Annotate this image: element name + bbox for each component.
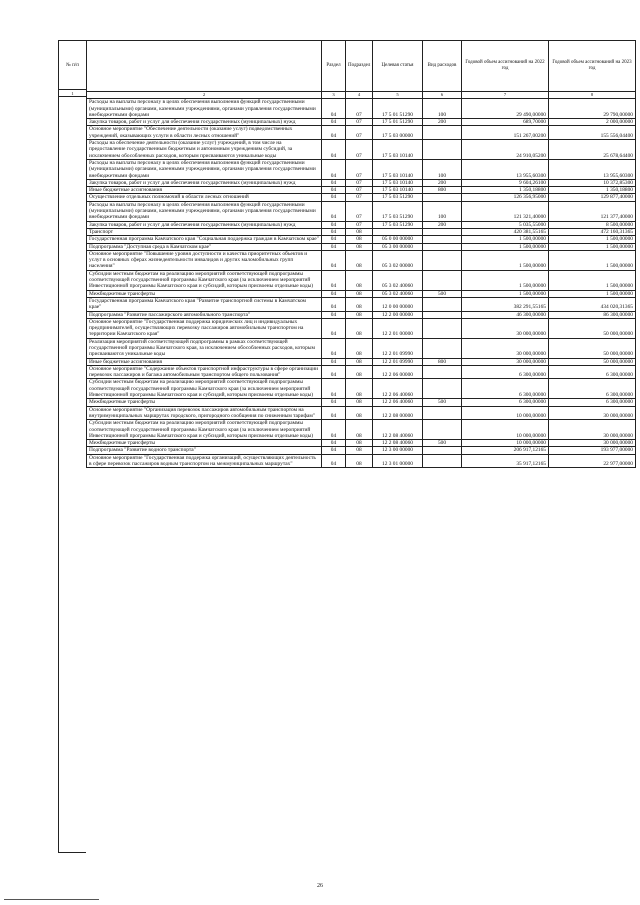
row-name: Межбюджетные трансферты (87, 290, 322, 297)
row-volume-2022: 126 356,95000 (462, 194, 549, 201)
table-row (87, 126, 636, 140)
table-row (87, 236, 636, 243)
row-volume-2023: 472 160,31365 (549, 228, 636, 235)
row-volume-2022: 13 955,60300 (462, 159, 549, 179)
row-section: 04 (322, 126, 346, 140)
row-subsection: 08 (346, 250, 373, 270)
row-volume-2023: 193 977,00000 (549, 447, 636, 454)
row-expense-type (423, 250, 462, 270)
row-expense-type (423, 236, 462, 243)
row-volume-2023: 50 000,00000 (549, 318, 636, 338)
row-target-article: 17 5 01 51290 (373, 99, 423, 119)
row-volume-2022: 46 300,00000 (462, 311, 549, 318)
row-volume-2023: 50 000,00000 (549, 358, 636, 365)
table-row (87, 250, 636, 270)
row-section: 04 (322, 99, 346, 119)
header-volume-2023: Годовой объем ассигнований на 2023 год (549, 41, 636, 92)
row-volume-2022: 151 267,00200 (462, 126, 549, 140)
row-volume-2022: 6 300,00000 (462, 399, 549, 406)
column-number-6: 6 (423, 92, 462, 99)
row-section: 04 (322, 159, 346, 179)
row-expense-type (423, 228, 462, 235)
table-row (87, 221, 636, 228)
table-row (87, 99, 636, 119)
row-volume-2022: 30 000,00000 (462, 358, 549, 365)
row-volume-2022: 206 917,12165 (462, 447, 549, 454)
row-target-article: 05 3 02 40060 (373, 290, 423, 297)
row-subsection: 08 (346, 338, 373, 358)
row-expense-type: 500 (423, 399, 462, 406)
row-subsection: 08 (346, 290, 373, 297)
row-volume-2022: 9 604,26100 (462, 179, 549, 186)
row-expense-type (423, 365, 462, 379)
row-name: Реализация мероприятий соответствующей подпрограммы в рамках соответствующей государственной программы Камчатского края, за исключением обособленных расходов, которым присваиваются уникальные коды (87, 338, 322, 358)
row-section: 04 (322, 194, 346, 201)
row-expense-type: 200 (423, 179, 462, 186)
row-section: 04 (322, 358, 346, 365)
row-volume-2022: 30 000,00000 (462, 338, 549, 358)
row-volume-2023: 30 000,00000 (549, 420, 636, 440)
row-expense-type: 100 (423, 201, 462, 221)
row-volume-2022: 24 910,05200 (462, 140, 549, 160)
row-volume-2023: 25 678,64400 (549, 140, 636, 160)
row-name: Основное мероприятие "Содержание объектов транспортной инфраструктуры в сфере организации перевозок пассажиров и багажа автомобильным транспортом общего пользования" (87, 365, 322, 379)
table-row (87, 318, 636, 338)
row-subsection: 07 (346, 140, 373, 160)
table-row (87, 311, 636, 318)
row-subsection: 08 (346, 358, 373, 365)
row-volume-2022: 29 490,00000 (462, 99, 549, 119)
column-numbers-row (87, 92, 636, 99)
table-row (87, 119, 636, 126)
row-volume-2023: 1 350,18800 (549, 187, 636, 194)
row-volume-2022: 10 000,00000 (462, 406, 549, 420)
table-header-row (87, 41, 636, 92)
row-section: 04 (322, 119, 346, 126)
row-target-article: 05 3 02 40060 (373, 270, 423, 290)
row-section: 04 (322, 311, 346, 318)
table-row (87, 338, 636, 358)
row-target-article: 17 5 01 51290 (373, 119, 423, 126)
row-target-article: 12 2 01 09990 (373, 358, 423, 365)
row-volume-2022: 6 300,00000 (462, 379, 549, 399)
row-expense-type (423, 126, 462, 140)
row-volume-2023: 29 790,00000 (549, 99, 636, 119)
row-name: Основное мероприятие "Организация перевозок пассажиров автомобильным транспортом на внутримуниципальных маршрутах городского, пригородного сообщения по сниженным тарифам" (87, 406, 322, 420)
row-expense-type: 800 (423, 187, 462, 194)
row-target-article: 12 2 06 00000 (373, 365, 423, 379)
row-name: Межбюджетные трансферты (87, 399, 322, 406)
row-subsection: 07 (346, 201, 373, 221)
row-name: Расходы на выплаты персоналу в целях обеспечения выполнения функций государственными (муниципальными) органами, казенными учреждениями, органами управления государственными внебюджетными фондами (87, 159, 322, 179)
row-expense-type: 500 (423, 440, 462, 447)
row-volume-2022: 1 500,00000 (462, 270, 549, 290)
row-volume-2023: 13 955,60300 (549, 159, 636, 179)
column-number-1: 1 (58, 90, 86, 97)
row-name: Осуществление отдельных полномочий в области лесных отношений (87, 194, 322, 201)
table-row (87, 159, 636, 179)
row-expense-type: 200 (423, 221, 462, 228)
row-volume-2022: 1 500,00000 (462, 236, 549, 243)
row-name: Иные бюджетные ассигнования (87, 187, 322, 194)
header-section: Раздел (322, 41, 346, 92)
row-expense-type: 500 (423, 290, 462, 297)
row-subsection: 08 (346, 228, 373, 235)
page-number: 26 (317, 883, 323, 889)
row-name: Подпрограмма "Доступная среда в Камчатском крае" (87, 243, 322, 250)
row-target-article: 12 3 00 00000 (373, 447, 423, 454)
row-name: Субсидии местным бюджетам на реализацию мероприятий соответствующей подпрограммы соответствующей государственной программы Камчатского края (за исключением мероприятий Инвестиционной программы Камчатского края и субсидий, которым присвоены отдельные коды) (87, 420, 322, 440)
row-name: Субсидии местным бюджетам на реализацию мероприятий соответствующей подпрограммы соответствующей государственной программы Камчатского края (за исключением мероприятий Инвестиционной программы Камчатского края и субсидий, которым присвоены отдельные коды) (87, 379, 322, 399)
row-subsection: 07 (346, 119, 373, 126)
row-subsection: 08 (346, 420, 373, 440)
column-number-8: 8 (549, 92, 636, 99)
row-subsection: 07 (346, 187, 373, 194)
row-expense-type (423, 379, 462, 399)
table-row (87, 179, 636, 186)
table-row (87, 290, 636, 297)
row-name: Закупка товаров, работ и услуг для обеспечения государственных (муниципальных) нужд (87, 221, 322, 228)
row-subsection: 07 (346, 194, 373, 201)
row-volume-2022: 35 917,12165 (462, 454, 549, 468)
row-name: Основное мероприятие "Обеспечение деятельности (оказание услуг) подведомственных учреждений, оказывающих услуги в области лесных отношений" (87, 126, 322, 140)
table-row (87, 440, 636, 447)
header-subsection: Подраздел (346, 41, 373, 92)
row-target-article: 05 3 00 00000 (373, 243, 423, 250)
row-target-article: 12 2 06 40060 (373, 379, 423, 399)
table-row (87, 420, 636, 440)
row-target-article: 17 5 03 10140 (373, 179, 423, 186)
row-volume-2022: 10 000,00000 (462, 440, 549, 447)
row-subsection: 08 (346, 454, 373, 468)
row-target-article: 12 2 06 40060 (373, 399, 423, 406)
row-name: Расходы на выплаты персоналу в целях обеспечения выполнения функций государственными (муниципальными) органами, казенными учреждениями, органами управления государственными внебюджетными фондами (87, 201, 322, 221)
row-section: 04 (322, 270, 346, 290)
row-name: Иные бюджетные ассигнования (87, 358, 322, 365)
row-subsection: 07 (346, 126, 373, 140)
row-volume-2022: 382 291,55165 (462, 297, 549, 311)
row-expense-type: 100 (423, 159, 462, 179)
row-volume-2023: 155 556,04400 (549, 126, 636, 140)
row-target-article: 17 5 03 10140 (373, 187, 423, 194)
column-number-2: 2 (87, 92, 322, 99)
row-section: 04 (322, 250, 346, 270)
row-name: Государственная программа Камчатского края "Социальная поддержка граждан в Камчатском крае" (87, 236, 322, 243)
row-expense-type (423, 311, 462, 318)
budget-table (86, 40, 636, 468)
table-row (87, 140, 636, 160)
row-section: 04 (322, 297, 346, 311)
row-target-article (373, 228, 423, 235)
header-volume-2022: Годовой объем ассигнований на 2022 год (462, 41, 549, 92)
row-subsection: 08 (346, 270, 373, 290)
row-name: Основное мероприятие "Повышение уровня доступности и качества приоритетных объектов и услуг в основных сферах жизнедеятельности инвалидов и других маломобильных групп населения" (87, 250, 322, 270)
row-volume-2023: 6 300,00000 (549, 365, 636, 379)
row-volume-2023: 22 977,00000 (549, 454, 636, 468)
row-volume-2023: 50 000,00000 (549, 338, 636, 358)
header-row-number: № п/п (58, 40, 86, 90)
row-volume-2022: 1 500,00000 (462, 250, 549, 270)
header-name (87, 41, 322, 92)
row-section: 04 (322, 318, 346, 338)
row-section: 04 (322, 201, 346, 221)
table-row (87, 187, 636, 194)
row-subsection: 07 (346, 221, 373, 228)
row-volume-2023: 10 372,85300 (549, 179, 636, 186)
row-section: 04 (322, 454, 346, 468)
row-target-article: 12 2 01 09990 (373, 338, 423, 358)
table-row (87, 243, 636, 250)
row-section: 04 (322, 228, 346, 235)
row-expense-type: 200 (423, 119, 462, 126)
table-row (87, 270, 636, 290)
row-subsection: 08 (346, 379, 373, 399)
row-name: Транспорт (87, 228, 322, 235)
row-name: Основное мероприятие "Государственная поддержка организаций, осуществляющих деятельность в сфере перевозок пассажиров водным транспортом на межмуниципальных маршрутах" (87, 454, 322, 468)
row-target-article: 12 2 08 40060 (373, 420, 423, 440)
row-volume-2023: 86 300,00000 (549, 311, 636, 318)
row-target-article: 12 2 01 00000 (373, 318, 423, 338)
row-volume-2022: 6 300,00000 (462, 365, 549, 379)
row-name: Государственная программа Камчатского края "Развитие транспортной системы в Камчатском крае" (87, 297, 322, 311)
table-row (87, 399, 636, 406)
row-target-article: 17 5 03 51290 (373, 201, 423, 221)
row-volume-2023: 434 020,31365 (549, 297, 636, 311)
row-name: Расходы на выплаты персоналу в целях обеспечения выполнения функций государственными (муниципальными) органами, казенными учреждениями, органами управления государственными внебюджетными фондами (87, 99, 322, 119)
row-section: 04 (322, 406, 346, 420)
header-target-article: Целевая статья (373, 41, 423, 92)
row-subsection: 07 (346, 99, 373, 119)
column-number-5: 5 (373, 92, 423, 99)
row-volume-2022: 10 000,00000 (462, 420, 549, 440)
row-target-article: 17 5 03 10140 (373, 159, 423, 179)
row-section: 04 (322, 243, 346, 250)
row-section: 04 (322, 440, 346, 447)
row-name: Межбюджетные трансферты (87, 440, 322, 447)
row-name: Подпрограмма "Развитие пассажирского автомобильного транспорта" (87, 311, 322, 318)
row-section: 04 (322, 236, 346, 243)
row-volume-2023: 1 500,00000 (549, 290, 636, 297)
row-expense-type (423, 447, 462, 454)
row-volume-2023: 30 000,00000 (549, 440, 636, 447)
row-subsection: 08 (346, 243, 373, 250)
table-row (87, 201, 636, 221)
row-target-article: 17 5 03 00000 (373, 126, 423, 140)
row-section: 04 (322, 290, 346, 297)
row-expense-type (423, 140, 462, 160)
row-volume-2023: 129 877,40000 (549, 194, 636, 201)
row-volume-2023: 1 500,00000 (549, 243, 636, 250)
row-volume-2022: 5 035,55000 (462, 221, 549, 228)
table-row (87, 358, 636, 365)
row-target-article: 12 2 08 40060 (373, 440, 423, 447)
row-section: 04 (322, 140, 346, 160)
row-target-article: 05 3 02 00000 (373, 250, 423, 270)
row-subsection: 08 (346, 311, 373, 318)
row-section: 04 (322, 420, 346, 440)
column-number-3: 3 (322, 92, 346, 99)
table-row (87, 297, 636, 311)
row-volume-2023: 121 377,40000 (549, 201, 636, 221)
row-expense-type (423, 420, 462, 440)
row-expense-type (423, 454, 462, 468)
row-section: 04 (322, 187, 346, 194)
row-expense-type (423, 318, 462, 338)
row-volume-2022: 420 381,55165 (462, 228, 549, 235)
row-subsection: 08 (346, 440, 373, 447)
row-subsection: 08 (346, 406, 373, 420)
row-name: Закупка товаров, работ и услуг для обеспечения государственных (муниципальных) нужд (87, 119, 322, 126)
row-subsection: 08 (346, 236, 373, 243)
table-row (87, 406, 636, 420)
table-row (87, 379, 636, 399)
row-volume-2023: 6 300,00000 (549, 399, 636, 406)
row-expense-type (423, 270, 462, 290)
row-expense-type (423, 243, 462, 250)
table-row (87, 454, 636, 468)
row-subsection: 07 (346, 159, 373, 179)
row-target-article: 12 2 08 00000 (373, 406, 423, 420)
row-volume-2023: 8 500,00000 (549, 221, 636, 228)
row-volume-2022: 1 500,00000 (462, 243, 549, 250)
row-section: 04 (322, 447, 346, 454)
row-section: 04 (322, 338, 346, 358)
row-expense-type: 100 (423, 99, 462, 119)
table-row (87, 447, 636, 454)
row-volume-2023: 1 500,00000 (549, 270, 636, 290)
row-expense-type: 800 (423, 358, 462, 365)
row-expense-type (423, 406, 462, 420)
row-expense-type (423, 297, 462, 311)
column-number-4: 4 (346, 92, 373, 99)
row-expense-type (423, 194, 462, 201)
row-section: 04 (322, 379, 346, 399)
row-name: Расходы на обеспечение деятельности (оказание услуг) учреждений, в том числе на предоставление государственным бюджетным и автономным учреждениям субсидий, за исключением обособленных расходов, которым присваиваются уникальные коды (87, 140, 322, 160)
row-target-article: 17 5 03 10140 (373, 140, 423, 160)
row-section: 04 (322, 399, 346, 406)
row-volume-2023: 2 000,00000 (549, 119, 636, 126)
row-subsection: 08 (346, 399, 373, 406)
row-subsection: 08 (346, 447, 373, 454)
row-target-article: 17 5 03 51290 (373, 221, 423, 228)
table-row (87, 228, 636, 235)
row-name: Закупка товаров, работ и услуг для обеспечения государственных (муниципальных) нужд (87, 179, 322, 186)
row-section: 04 (322, 365, 346, 379)
row-volume-2023: 30 000,00000 (549, 406, 636, 420)
row-volume-2023: 1 500,00000 (549, 236, 636, 243)
table-row (87, 194, 636, 201)
row-subsection: 08 (346, 365, 373, 379)
row-subsection: 08 (346, 297, 373, 311)
row-volume-2022: 121 321,40000 (462, 201, 549, 221)
row-target-article: 17 5 03 51290 (373, 194, 423, 201)
row-target-article: 12 0 00 00000 (373, 297, 423, 311)
row-volume-2022: 1 500,00000 (462, 290, 549, 297)
row-volume-2022: 689,70000 (462, 119, 549, 126)
row-name: Подпрограмма "Развитие водного транспорта" (87, 447, 322, 454)
row-target-article: 12 3 01 00000 (373, 454, 423, 468)
footer-rule (4, 899, 99, 900)
row-target-article: 05 0 00 00000 (373, 236, 423, 243)
row-target-article: 12 2 00 00000 (373, 311, 423, 318)
row-section: 04 (322, 179, 346, 186)
row-name: Субсидии местным бюджетам на реализацию мероприятий соответствующей подпрограммы соответствующей государственной программы Камчатского края (за исключением мероприятий Инвестиционной программы Камчатского края и субсидий, которым присвоены отдельные коды) (87, 270, 322, 290)
row-volume-2023: 6 300,00000 (549, 379, 636, 399)
row-section: 04 (322, 221, 346, 228)
row-volume-2022: 1 350,18800 (462, 187, 549, 194)
row-volume-2023: 1 500,00000 (549, 250, 636, 270)
row-volume-2022: 30 000,00000 (462, 318, 549, 338)
header-expense-type: Вид расходов (423, 41, 462, 92)
row-subsection: 08 (346, 318, 373, 338)
column-number-7: 7 (462, 92, 549, 99)
row-name: Основное мероприятие "Государственная поддержка юридических лиц и индивидуальных предпринимателей, осуществляющих перевозку пассажиров автомобильным транспортом на территории Камчатского края" (87, 318, 322, 338)
row-subsection: 07 (346, 179, 373, 186)
row-number-column (58, 97, 86, 853)
row-expense-type (423, 338, 462, 358)
table-row (87, 365, 636, 379)
